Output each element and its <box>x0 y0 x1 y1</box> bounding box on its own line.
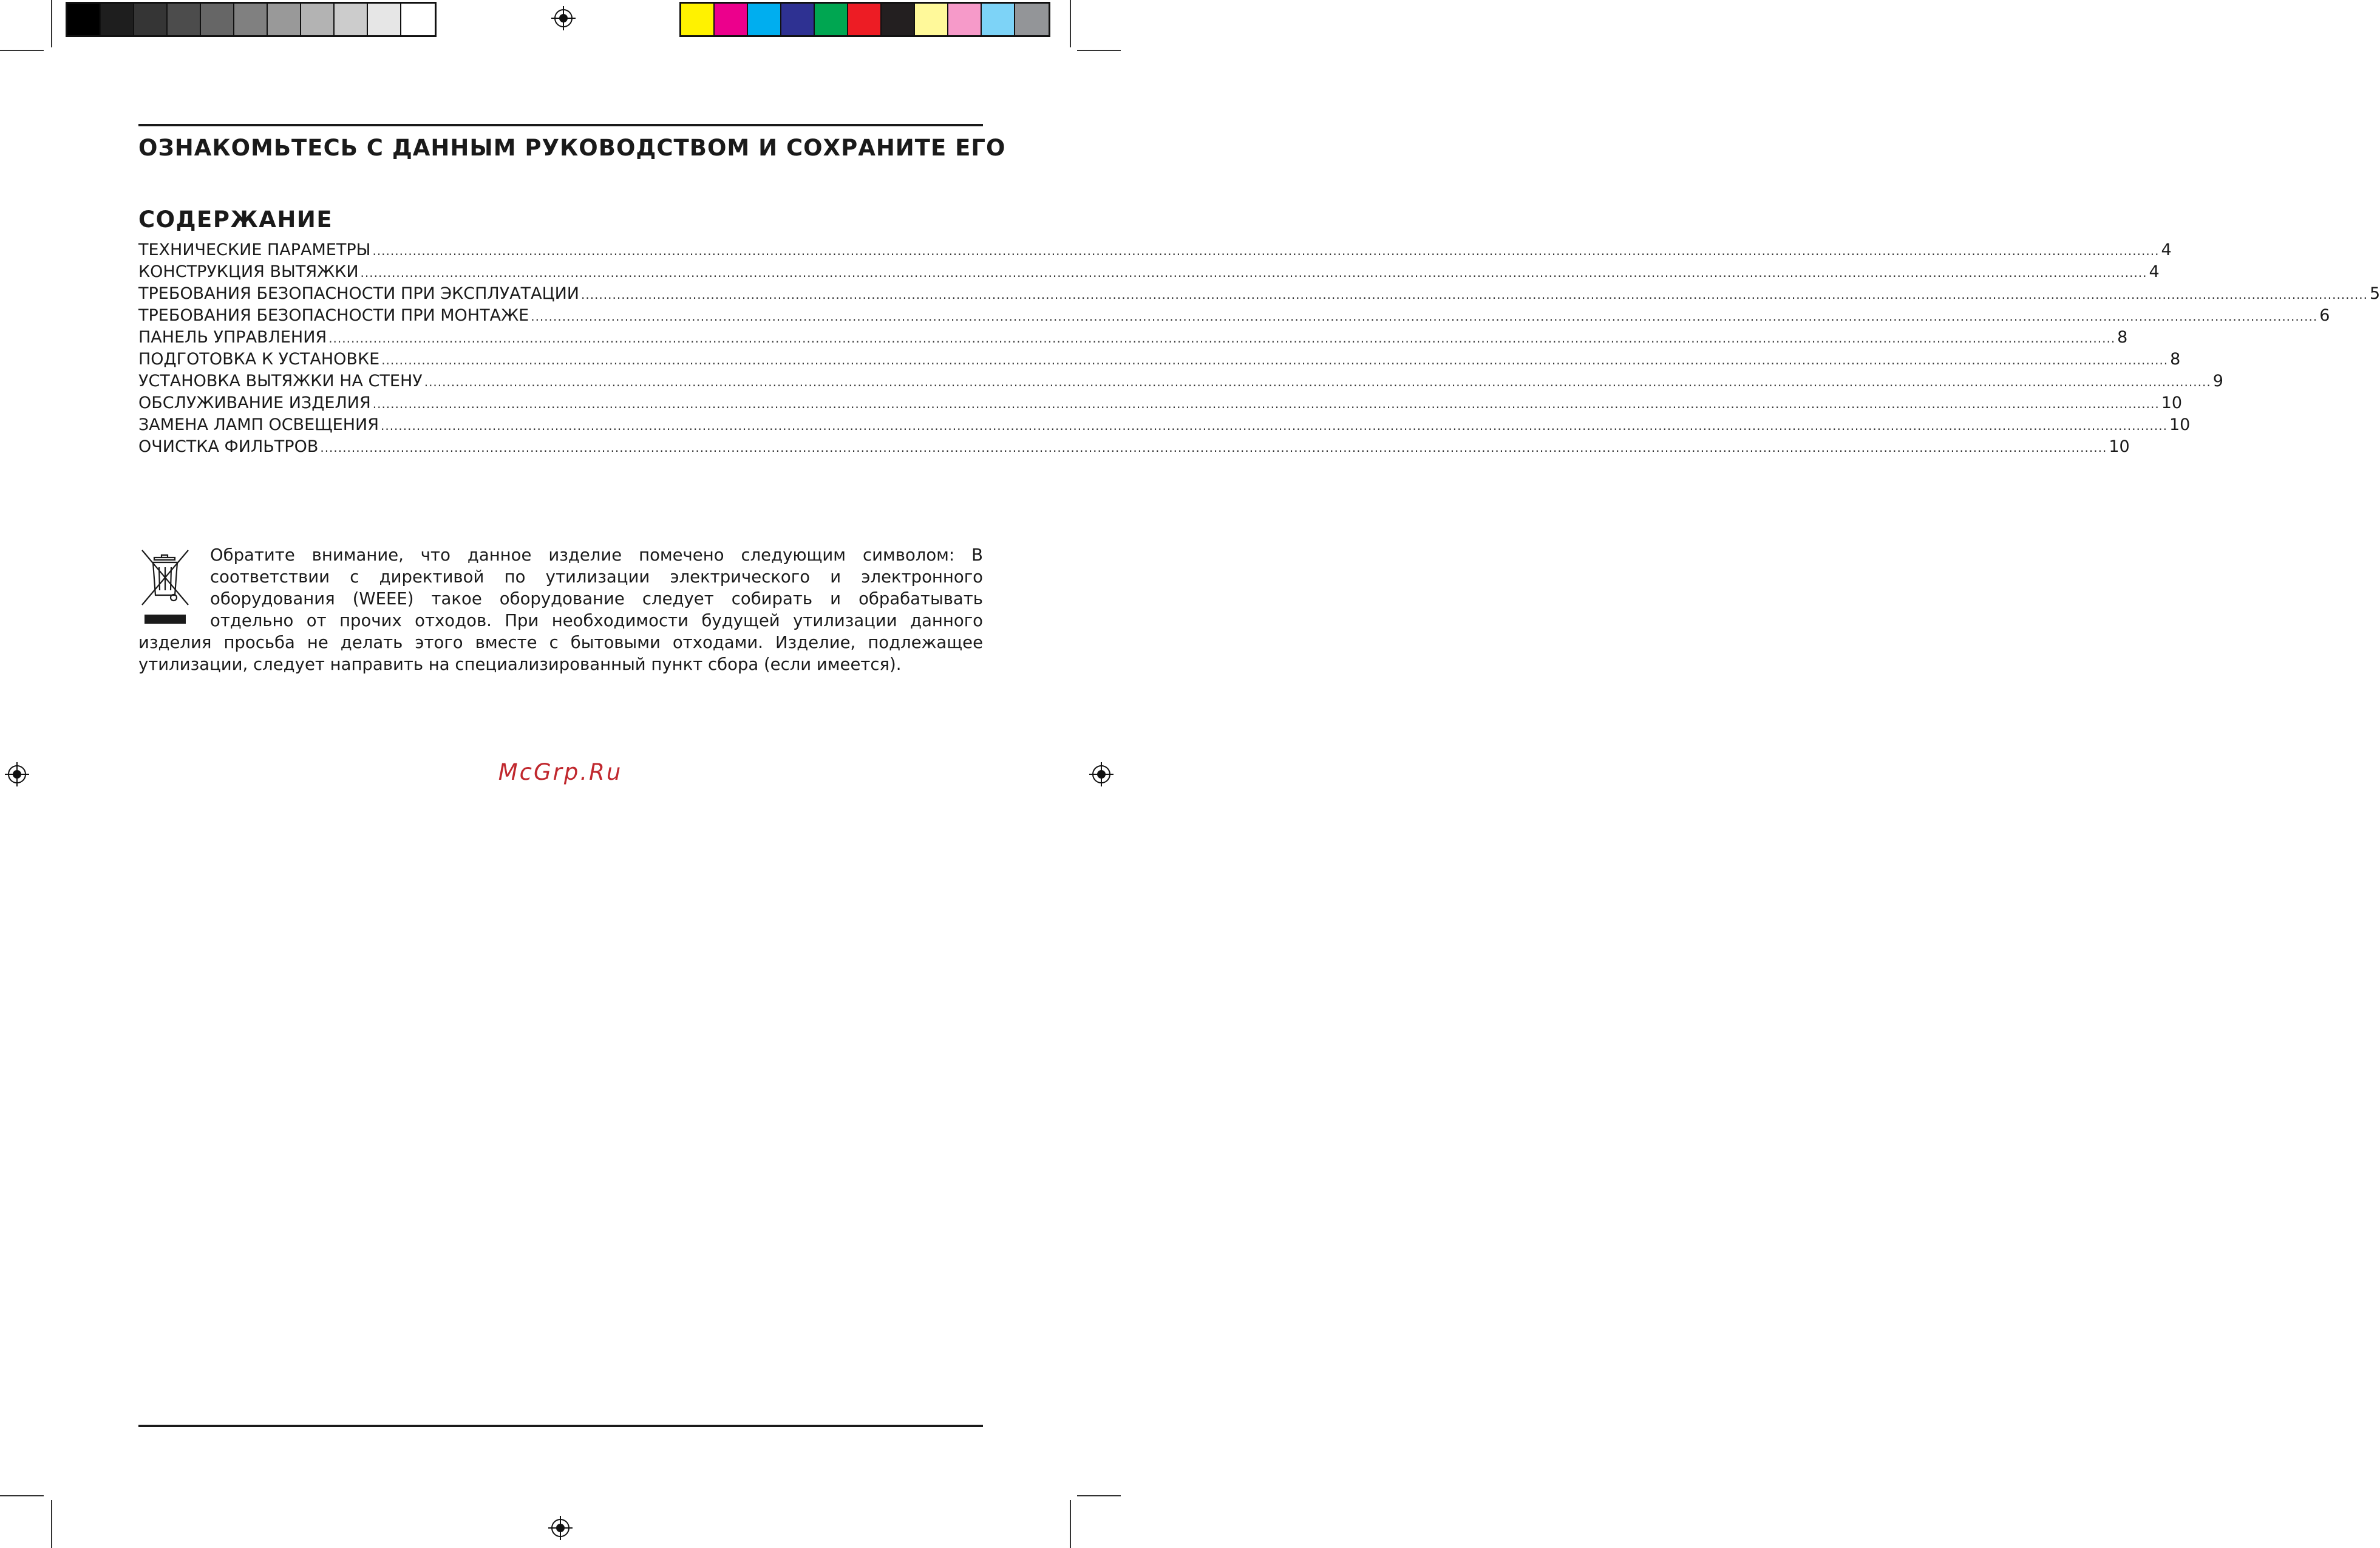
toc-entry-label: ТРЕБОВАНИЯ БЕЗОПАСНОСТИ ПРИ МОНТАЖЕ <box>138 306 529 325</box>
toc-entry-label: ПАНЕЛЬ УПРАВЛЕНИЯ <box>138 328 327 347</box>
toc-entry-page: 10 <box>2161 394 2183 412</box>
toc-entry <box>138 372 2223 394</box>
toc-entry <box>138 394 2183 415</box>
crop-mark <box>1070 1500 1071 1548</box>
color-swatch <box>815 4 848 35</box>
color-swatch <box>301 4 335 35</box>
weee-notice-text: Обратите внимание, что данное изделие помечено следующим символом: В соответствии с директивой по утилизации электрического и электронного оборудования (WEEE) такое оборудование следует собирать и обрабатывать отдельно от прочих отходов. При необходимости будущей утилизации данного изделия просьба не делать этого вместе с бытовыми отходами. Изделие, подлежащее утилизации, следует направить на специализированный пункт сбора (если имеется). <box>138 545 983 674</box>
color-swatch <box>748 4 781 35</box>
toc-entry-label: КОНСТРУКЦИЯ ВЫТЯЖКИ <box>138 262 359 281</box>
toc-entry-page: 5 <box>2369 284 2380 303</box>
color-swatch <box>335 4 368 35</box>
crop-mark <box>1070 0 1071 47</box>
toc-title: СОДЕРЖАНИЕ <box>138 206 333 233</box>
toc-entry-label: ОЧИСТКА ФИЛЬТРОВ <box>138 437 319 456</box>
registration-mark-icon <box>548 1516 573 1540</box>
toc-entry-label: ЗАМЕНА ЛАМП ОСВЕЩЕНИЯ <box>138 415 379 434</box>
color-swatch <box>168 4 201 35</box>
color-swatch <box>715 4 748 35</box>
color-swatch <box>848 4 882 35</box>
color-swatch <box>681 4 715 35</box>
page-headline: ОЗНАКОМЬТЕСЬ С ДАННЫМ РУКОВОДСТВОМ И СОХРАНИТЕ ЕГО <box>138 135 1006 161</box>
color-swatch <box>268 4 301 35</box>
toc-leader-dots: ................................................................................................................................................................................................................................................................................................................................................................................................................ <box>372 244 2160 258</box>
toc-leader-dots: ................................................................................................................................................................................................................................................................................................................................................................................................................ <box>360 265 2147 280</box>
grayscale-color-bar <box>66 2 437 37</box>
toc-entry-page: 10 <box>2109 437 2130 456</box>
color-swatch <box>201 4 234 35</box>
toc-leader-dots: ................................................................................................................................................................................................................................................................................................................................................................................................................ <box>531 309 2318 324</box>
color-swatch <box>882 4 915 35</box>
crop-mark <box>1077 50 1121 51</box>
color-swatch <box>101 4 134 35</box>
toc-entry-label: УСТАНОВКА ВЫТЯЖКИ НА СТЕНУ <box>138 372 423 390</box>
toc-entry-page: 4 <box>2161 240 2172 259</box>
bottom-rule <box>138 1425 983 1427</box>
toc-leader-dots: ................................................................................................................................................................................................................................................................................................................................................................................................................ <box>424 375 2211 389</box>
toc-entry-page: 9 <box>2212 372 2223 390</box>
crop-mark <box>51 1500 52 1548</box>
table-of-contents <box>138 240 2380 459</box>
crop-mark <box>1077 1495 1121 1496</box>
color-swatch <box>982 4 1015 35</box>
process-color-bar <box>679 2 1050 37</box>
toc-entry <box>138 350 2181 372</box>
color-swatch <box>781 4 815 35</box>
toc-entry-label: ПОДГОТОВКА К УСТАНОВКЕ <box>138 350 380 369</box>
toc-entry <box>138 306 2330 328</box>
color-swatch <box>401 4 435 35</box>
toc-leader-dots: ................................................................................................................................................................................................................................................................................................................................................................................................................ <box>320 440 2107 455</box>
toc-entry-label: ОБСЛУЖИВАНИЕ ИЗДЕЛИЯ <box>138 394 371 412</box>
toc-entry-page: 10 <box>2169 415 2191 434</box>
toc-entry-page: 8 <box>2117 328 2128 347</box>
toc-entry <box>138 328 2128 350</box>
toc-entry <box>138 240 2172 262</box>
toc-leader-dots: ................................................................................................................................................................................................................................................................................................................................................................................................................ <box>580 287 2368 302</box>
toc-leader-dots: ................................................................................................................................................................................................................................................................................................................................................................................................................ <box>372 397 2160 411</box>
color-swatch <box>948 4 982 35</box>
crop-mark <box>51 0 52 47</box>
toc-entry-page: 6 <box>2319 306 2330 325</box>
registration-mark-icon <box>551 6 576 30</box>
toc-entry-label: ТЕХНИЧЕСКИЕ ПАРАМЕТРЫ <box>138 240 371 259</box>
crop-mark <box>0 50 44 51</box>
toc-leader-dots: ................................................................................................................................................................................................................................................................................................................................................................................................................ <box>328 331 2116 346</box>
color-swatch <box>134 4 168 35</box>
weee-notice <box>138 544 983 675</box>
color-swatch <box>1015 4 1049 35</box>
toc-entry-page: 8 <box>2170 350 2181 369</box>
toc-entry-label: ТРЕБОВАНИЯ БЕЗОПАСНОСТИ ПРИ ЭКСПЛУАТАЦИИ <box>138 284 579 303</box>
watermark-text: McGrp.Ru <box>498 759 623 785</box>
color-swatch <box>915 4 948 35</box>
toc-leader-dots: ................................................................................................................................................................................................................................................................................................................................................................................................................ <box>381 353 2169 367</box>
color-swatch <box>234 4 268 35</box>
toc-entry <box>138 415 2191 437</box>
color-swatch <box>67 4 101 35</box>
top-rule <box>138 124 983 126</box>
crop-mark <box>0 1495 44 1496</box>
toc-leader-dots: ................................................................................................................................................................................................................................................................................................................................................................................................................ <box>380 418 2168 433</box>
color-swatch <box>368 4 401 35</box>
toc-entry-page: 4 <box>2149 262 2160 281</box>
toc-entry <box>138 284 2380 306</box>
toc-entry <box>138 437 2130 459</box>
toc-entry <box>138 262 2160 284</box>
